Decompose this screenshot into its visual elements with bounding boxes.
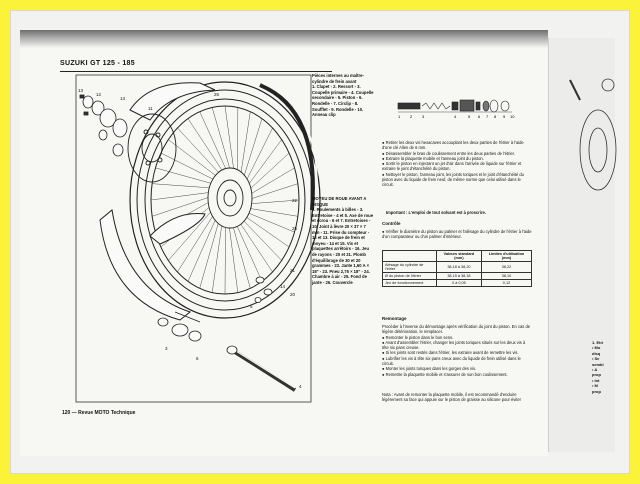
svg-text:25: 25 (292, 226, 298, 231)
spoke (235, 221, 262, 281)
part-number: 1 (398, 114, 401, 119)
part-number: 7 (486, 114, 489, 119)
spoke (238, 220, 273, 272)
spoke (243, 215, 289, 247)
svg-text:12: 12 (96, 92, 102, 97)
spoke (240, 217, 281, 260)
bearing-parts (80, 95, 127, 156)
part-number-row (398, 114, 516, 120)
svg-text:4: 4 (299, 384, 302, 389)
svg-text:13: 13 (120, 96, 126, 101)
spoke (243, 119, 262, 181)
table-header-row (383, 251, 532, 262)
table-cell: Alésage du cylindre de l'étrier (383, 262, 437, 273)
hub (208, 168, 252, 228)
table-cell: 0,12 (481, 280, 531, 287)
svg-text:5: 5 (250, 304, 253, 309)
remontage-text: Procéder à l'inverse du démontage après vérification du joint du piston. En cas de légère détérioration, le remplacer. ● Remonter le piston dans le bon sens. ● Avant d'assembler l'étrier, changer les joints toriques situés sur les deux vis à tête six pans creuse. ● Si les joints sont restés dans l'étrier, les extraire avant de remettre les vis. ● Lubrifier les vis à tête six pans creux avec du liquide de frein utilisé dans le circuit. ● Monter les joints toriques dans les gorges des vis. ● Remettre la plaquette mobile et s'assurer de son bon coulissement. (382, 324, 531, 377)
part-number: 6 (478, 114, 481, 119)
table-row (383, 262, 532, 273)
table-cell: 38,10 (481, 273, 531, 280)
spoke (248, 168, 295, 196)
svg-text:11: 11 (148, 106, 153, 111)
table-header (383, 251, 437, 262)
page-footer: 120 — Revue MOTO Technique (62, 410, 136, 416)
spoke (212, 107, 231, 174)
spoke (152, 184, 213, 188)
table-cell: Jeu de fonctionnement (383, 280, 437, 287)
part-number: 3 (422, 114, 425, 119)
caption-master-cylinder: Pièces internes au maître-cylindre de frein avant 1. Clapet - 2. Ressort - 3. Coupelle primaire - 4. Coupelle secondaire - 5. Piston - 6. Rondelle - 7. Circlip - 8. Soufflet - 9. Rondelle - 10. Anneau clip (312, 73, 374, 118)
part-number: 9 (503, 114, 506, 119)
caption-wheel-hub: MOYEU DE ROUE AVANT A DISQUE 2. Roulements à billes - 3. Entretoise - 4 et 5. Axe de roue et écrou - 6 et 7. Entretoises - 10. Joint à lèvre 20 × 37 × 7 mm - 11. Prise du compteur - 12 et 13. Disque de frein et moyeu - 14 et 15. Vis et plaquettes arrêtoirs - 16. Jeu de rayons - 20 et 21. Plomb d'équilibrage de 30 et 20 grammes - 23. Jante 1,60 A × 18" - 23. Pneu 2,75 × 18" - 24. Chambre à air - 25. Fond de jante - 26. Couvercle (312, 196, 374, 285)
spoke (200, 218, 220, 289)
adjacent-page-text: 1. Etri • Mo disq • Se sembl • A prop • Int • M prop (592, 340, 604, 394)
part-number: 8 (494, 114, 497, 119)
master-cylinder-parts (398, 100, 512, 112)
table-row (383, 280, 532, 287)
part-number: 10 (510, 114, 515, 119)
svg-text:22: 22 (292, 198, 298, 203)
table-cell: 38,22 (481, 262, 531, 273)
spoke (246, 140, 281, 188)
table-row (383, 273, 532, 280)
table-cell: 38,15 à 38,18 (436, 273, 481, 280)
part-number: 5 (468, 114, 471, 119)
procedure-text: ● Retirer les deux vis hexacaves accouplant les deux parties de l'étrier à l'aide d'une clé Allen de 6 mm. ● Désassembler le bras de coulissement entre les deux parties de l'étrier. ● Extraire la plaquette mobile et l'anneau joint du piston. ● Sortir le piston en injectant un jet d'air dans l'arrivée de liquide sur l'étrier et extraire le joint d'étanchéité du piston. ● Nettoyer le piston, l'anneau joint, les joints toriques et le joint d'étanchéité du piston avec du liquide de frein neuf, de même norme que celui utilisé dans le circuit. (382, 140, 524, 188)
table-cell: Ø du piston de l'étrier (383, 273, 437, 280)
spoke (151, 192, 213, 200)
spoke (225, 221, 226, 294)
svg-text:14: 14 (280, 284, 286, 289)
table-cell: 0 à 0,05 (436, 280, 481, 287)
spoke (229, 222, 238, 293)
spoke (177, 128, 222, 176)
svg-text:26: 26 (214, 92, 220, 97)
spoke (225, 106, 234, 175)
spoke (240, 112, 250, 179)
table-header: Limites d'utilisation (mm) (481, 251, 531, 262)
part-number: 4 (454, 114, 457, 119)
part-number: 2 (410, 114, 413, 119)
spoke (155, 168, 215, 185)
spoke (246, 208, 297, 216)
spoke (248, 184, 298, 200)
spoke (232, 222, 251, 288)
spec-table (382, 250, 532, 287)
section-controle: Contrôle (382, 221, 401, 226)
nota-text: Nota : Avant de remonter la plaquette mobile, il est recommandé d'enduire légèrement sa face qui appuie sur le piston de graisse au silicone pour éviter (382, 392, 522, 403)
page-header-title: SUZUKI GT 125 - 185 (60, 60, 135, 67)
table-header: Valeurs standard (mm) (436, 251, 481, 262)
svg-text:13: 13 (78, 88, 84, 93)
spoke (212, 220, 222, 293)
adjacent-figure (570, 79, 616, 190)
tyre-cutaway (100, 83, 215, 320)
svg-text:3: 3 (165, 346, 168, 351)
controle-text: ● Vérifier le diamètre du piston au palmer et l'alésage du cylindre de l'étrier à l'aide d'un comparateur ou d'un palmer d'intérieur. (382, 229, 532, 240)
table-cell: 38,18 à 38,20 (436, 262, 481, 273)
section-remontage: Remontage (382, 316, 407, 321)
svg-text:6: 6 (196, 356, 199, 361)
important-note: Important : L'emploi de tout solvant est à proscrire. (386, 210, 486, 215)
svg-text:20: 20 (290, 292, 296, 297)
svg-text:21: 21 (290, 268, 296, 273)
spoke (245, 128, 273, 184)
spoke (247, 153, 289, 192)
